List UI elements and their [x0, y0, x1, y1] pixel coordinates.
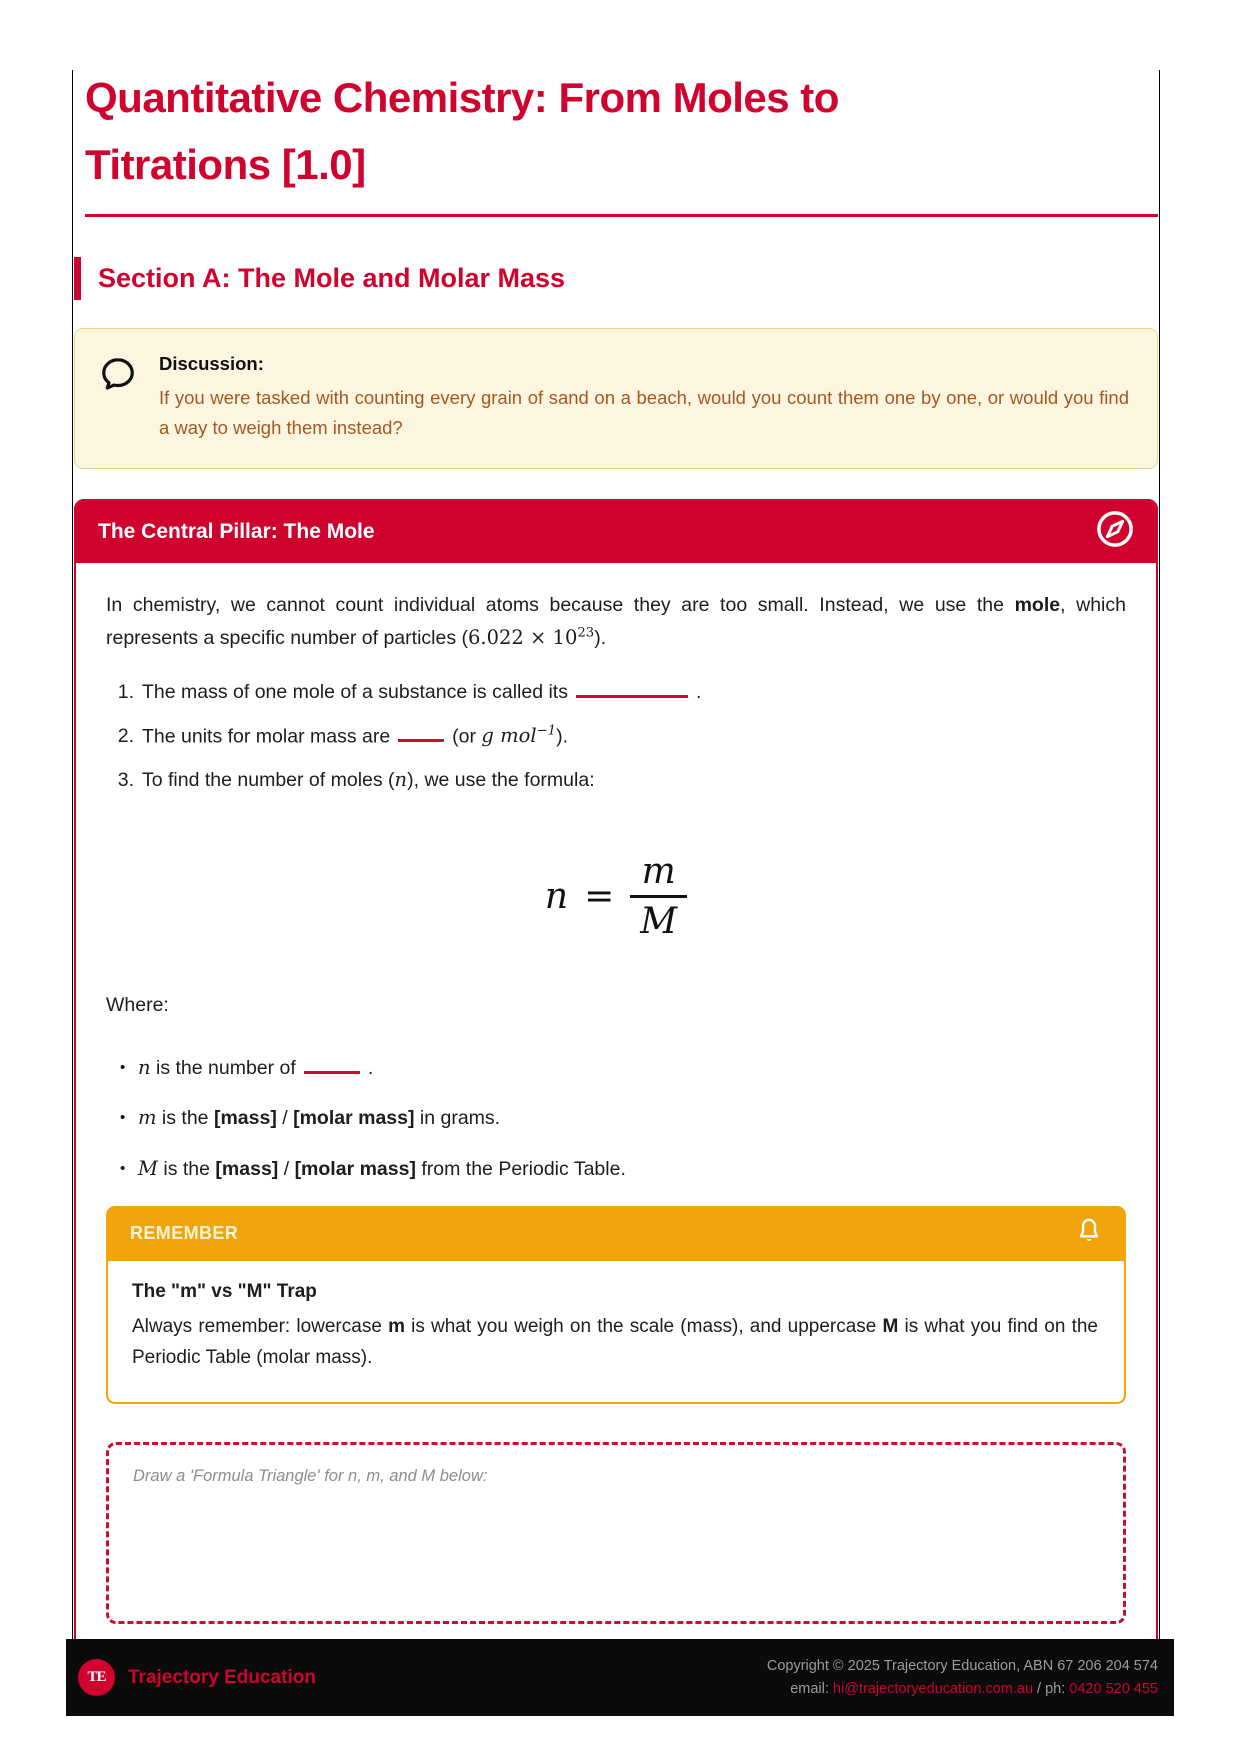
footer-brand-name: Trajectory Education — [128, 1666, 316, 1688]
list-marker: 2. — [117, 725, 134, 748]
fraction-numerator: m — [641, 850, 676, 892]
compass-icon — [1094, 508, 1136, 556]
email-label: email: — [790, 1680, 833, 1697]
definition-m — [120, 1105, 1126, 1131]
discussion-callout — [74, 328, 1158, 468]
item-1-period: . — [695, 681, 702, 704]
footer-contact-line — [767, 1678, 1158, 1700]
remember-text-1: Always remember: lowercase — [132, 1316, 389, 1338]
bell-icon — [1074, 1216, 1104, 1251]
footer-copyright: Copyright © 2025 Trajectory Education, ABN 67 206 204 574 — [766, 1658, 1158, 1675]
remember-title: The "m" vs "M" Trap — [132, 1281, 317, 1303]
list-marker: 1. — [117, 681, 134, 704]
page-content — [74, 0, 1158, 1678]
list-marker: 3. — [117, 768, 134, 791]
circle-option-mass: [mass] — [215, 1157, 279, 1180]
mole-card — [74, 499, 1158, 1678]
remember-text-2: is what you weigh on the scale (mass), and uppercase — [404, 1316, 883, 1338]
mole-card-header — [76, 501, 1156, 563]
m-text: is the — [156, 1107, 214, 1130]
formula-equals: = — [584, 875, 615, 917]
unit-base: g mol — [481, 724, 537, 748]
formula-lhs: n — [544, 875, 569, 917]
list-item-text — [142, 723, 568, 750]
list-item-text — [142, 680, 701, 705]
definition-text — [138, 1105, 500, 1131]
footer-brand-group — [78, 1659, 316, 1696]
mole-formula — [106, 851, 1126, 942]
fill-in-blank — [398, 727, 444, 742]
avogadro-base: 6.022 × 10 — [468, 625, 578, 649]
section-a-heading: Section A: The Mole and Molar Mass — [74, 257, 1158, 300]
intro-text-2: , which represents a specific number of particles ( — [106, 593, 1126, 649]
draw-area-placeholder: Draw a 'Formula Triangle' for n, m, and M below: — [133, 1466, 488, 1485]
where-label: Where: — [106, 994, 169, 1017]
intro-paragraph — [106, 589, 1126, 655]
fraction-denominator: M — [640, 900, 678, 942]
formula-triangle-draw-area[interactable] — [106, 1442, 1126, 1624]
footer-legal — [767, 1655, 1158, 1700]
item-1-text: The mass of one mole of a substance is called its — [142, 681, 568, 704]
intro-bold-mole: mole — [1014, 593, 1061, 616]
remember-text — [132, 1312, 1098, 1374]
fill-in-blank — [304, 1059, 360, 1074]
item-2-period: ). — [556, 725, 569, 748]
avogadro-number — [468, 626, 594, 649]
gram-per-mole-unit — [481, 724, 556, 747]
remember-bold-m: m — [388, 1316, 405, 1338]
definition-text — [138, 1055, 373, 1081]
formula-fraction — [630, 851, 687, 942]
remember-header — [106, 1206, 1126, 1261]
email-link[interactable]: hi@trajectoryeducation.com.au — [832, 1680, 1034, 1697]
remember-text-3: is what you find on the Periodic Table (molar mass). — [132, 1316, 1098, 1368]
m-rest: in grams. — [414, 1107, 501, 1130]
avogadro-exponent: 23 — [577, 625, 595, 641]
n-period: . — [367, 1057, 374, 1080]
moles-symbol: n — [394, 767, 408, 791]
option-separator: / — [276, 1107, 294, 1130]
speech-bubble-icon — [99, 353, 137, 398]
discussion-text: If you were tasked with counting every grain of sand on a beach, would you count them one by one, or would you find a way to weigh them instead? — [159, 387, 1129, 438]
item-3-text: To find the number of moles ( — [142, 768, 395, 791]
mole-card-title: The Central Pillar: The Mole — [98, 519, 375, 543]
intro-text-3: ). — [594, 626, 607, 649]
M-text: is the — [157, 1157, 216, 1180]
trajectory-logo-icon: TE — [78, 1659, 115, 1696]
list-item — [112, 723, 1126, 750]
list-item-text — [142, 767, 595, 793]
circle-option-molar-mass: [molar mass] — [294, 1157, 416, 1180]
page-title: Quantitative Chemistry: From Moles to Titrations [1.0] — [85, 74, 839, 189]
numbered-list — [112, 680, 1126, 793]
unit-exponent: −1 — [536, 723, 557, 739]
discussion-content — [159, 353, 1129, 441]
mole-card-body — [76, 563, 1156, 1676]
page-footer — [66, 1639, 1174, 1716]
remember-body — [106, 1261, 1126, 1404]
M-symbol: M — [138, 1156, 158, 1180]
item-2-text: The units for molar mass are — [142, 725, 391, 748]
circle-option-molar-mass: [molar mass] — [293, 1107, 415, 1130]
definition-M — [120, 1156, 1126, 1182]
variable-definitions — [120, 1055, 1126, 1182]
discussion-label: Discussion: — [159, 353, 264, 375]
m-symbol: m — [138, 1106, 157, 1130]
definition-text — [138, 1156, 626, 1182]
item-2-mid: (or — [452, 725, 482, 748]
fraction-bar — [630, 895, 687, 898]
remember-callout — [106, 1206, 1126, 1404]
option-separator: / — [278, 1157, 295, 1180]
list-item — [112, 767, 1126, 793]
circle-option-mass: [mass] — [213, 1107, 277, 1130]
item-3-rest: ), we use the formula: — [407, 768, 595, 791]
n-symbol: n — [138, 1056, 151, 1080]
definition-n — [120, 1055, 1126, 1081]
phone-link[interactable]: 0420 520 455 — [1069, 1680, 1158, 1697]
n-text: is the number of — [150, 1057, 296, 1080]
title-divider — [85, 214, 1158, 217]
remember-bold-M: M — [882, 1316, 899, 1338]
M-rest: from the Periodic Table. — [415, 1157, 626, 1180]
fill-in-blank — [576, 683, 688, 698]
list-item — [112, 680, 1126, 705]
remember-label: REMEMBER — [130, 1223, 239, 1244]
phone-label: / ph: — [1033, 1680, 1070, 1697]
intro-text-1: In chemistry, we cannot count individual atoms because they are too small. Instead, we use the — [106, 593, 1015, 616]
